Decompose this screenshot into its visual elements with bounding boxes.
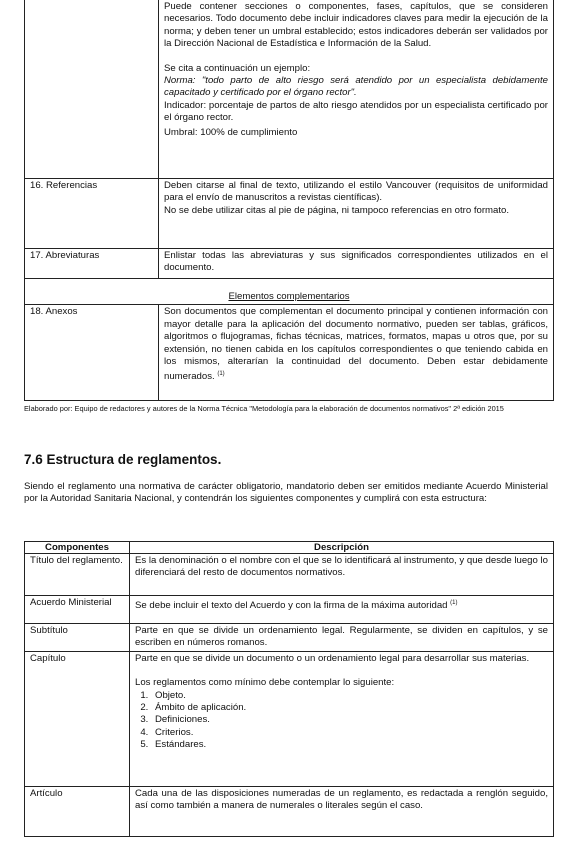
structure-table-continued (24, 0, 554, 401)
component-cell: Subtítulo (25, 624, 130, 652)
column-header: Descripción (130, 542, 554, 554)
description-cell: Cada una de las disposiciones numeradas de un reglamento, es redactada a renglón seguido, así como también a manera de numerales o literales según el caso. (130, 786, 554, 836)
description-text: Parte en que se divide un documento o un ordenamiento legal para desarrollar sus materias. (135, 652, 530, 664)
section-header: Elementos complementarios (228, 291, 350, 302)
table-row (25, 554, 554, 596)
table-row (25, 249, 554, 279)
source-note: Elaborado por: Equipo de redactores y autores de la Norma Técnica "Metodología para la elaboración de documentos normativos" 2ª edición 2015 (24, 404, 504, 413)
paragraph: Se cita a continuación un ejemplo: (164, 62, 311, 74)
list-item: 1. Objeto. (151, 690, 548, 702)
row-label: 16. Referencias (25, 179, 159, 249)
section-heading: 7.6 Estructura de reglamentos. (24, 452, 222, 467)
list-intro: Los reglamentos como mínimo debe contemplar lo siguiente: (135, 677, 395, 689)
paragraph: Deben citarse al final de texto, utilizando el estilo Vancouver (requisitos de uniformidad para el envío de manuscritos a revistas científicas). (164, 180, 548, 204)
component-cell: Capítulo (25, 651, 130, 786)
footnote-ref: (1) (450, 600, 458, 606)
row-description (159, 305, 554, 401)
row-label: 18. Anexos (25, 305, 159, 401)
table-row (25, 179, 554, 249)
example-norma: Norma: "todo parto de alto riesgo será atendido por un especialista debidamente capacitado y certificado por el órgano rector". (164, 75, 548, 99)
row-label (25, 0, 159, 179)
list-item: 3. Definiciones. (151, 714, 548, 726)
list-item: 4. Criterios. (151, 727, 548, 739)
component-cell: Artículo (25, 786, 130, 836)
list-item: 2. Ámbito de aplicación. (151, 702, 548, 714)
paragraph: Puede contener secciones o componentes, fases, capítulos, que se consideren necesarios. Todo documento debe incluir indicadores claves para medir la ejecución de la norma; y deben tener un umbral establecido; estos indicadores deberán ser validados por la Dirección Nacional de Estadística e Información de la Salud. (164, 1, 548, 50)
example-umbral: Umbral: 100% de cumplimiento (164, 126, 298, 138)
table-row (25, 596, 554, 624)
requirements-list (135, 690, 548, 752)
row-description (159, 179, 554, 249)
table-row (25, 651, 554, 786)
table-row (25, 305, 554, 401)
row-label: 17. Abreviaturas (25, 249, 159, 279)
component-cell: Acuerdo Ministerial (25, 596, 130, 624)
description-cell: Parte en que se divide un ordenamiento legal. Regularmente, se dividen en capítulos, y se escriben en números romanos. (130, 624, 554, 652)
paragraph: No se debe utilizar citas al pie de página, ni tampoco referencias en otro formato. (164, 204, 510, 216)
footnote-ref: (1) (217, 371, 225, 378)
regulation-structure-table (24, 541, 554, 837)
table-row (25, 624, 554, 652)
column-header: Componentes (25, 542, 130, 554)
table-row (25, 0, 554, 179)
row-description: Enlistar todas las abreviaturas y sus significados correspondientes utilizados en el documento. (159, 249, 554, 279)
description-cell (130, 596, 554, 624)
description-text: Se debe incluir el texto del Acuerdo y con la firma de la máxima autoridad (135, 600, 448, 612)
section-intro: Siendo el reglamento una normativa de carácter obligatorio, mandatorio deben ser emitidos mediante Acuerdo Ministerial por la Autoridad Sanitaria Nacional, y contendrán los siguientes componentes y cumplirá con esta estructura: (24, 481, 548, 505)
row-description (159, 0, 554, 179)
list-item: 5. Estándares. (151, 739, 548, 751)
table-row (25, 786, 554, 836)
section-header-cell (25, 279, 554, 305)
description-cell: Es la denominación o el nombre con el que se lo identificará al instrumento, y que desde luego lo diferenciará del resto de documentos normativos. (130, 554, 554, 596)
section-header-row (25, 279, 554, 305)
paragraph: Son documentos que complementan el documento principal y contienen información con mayor detalle para la aplicación del documento normativo, pueden ser tablas, gráficos, algoritmos o flujogramas, fichas técnicas, matrices, formatos, mapas u otros que, por su extensión, no tienen cabida en los capítulos correspondientes o que teniendo cabida en los mismos, alterarían la continuidad del documento. Deben estar debidamente numerados. (164, 306, 548, 383)
description-cell (130, 651, 554, 786)
component-cell: Título del reglamento. (25, 554, 130, 596)
table-header-row (25, 542, 554, 554)
example-indicador: Indicador: porcentaje de partos de alto riesgo atendidos por un especialista certificado por el órgano rector. (164, 99, 548, 124)
